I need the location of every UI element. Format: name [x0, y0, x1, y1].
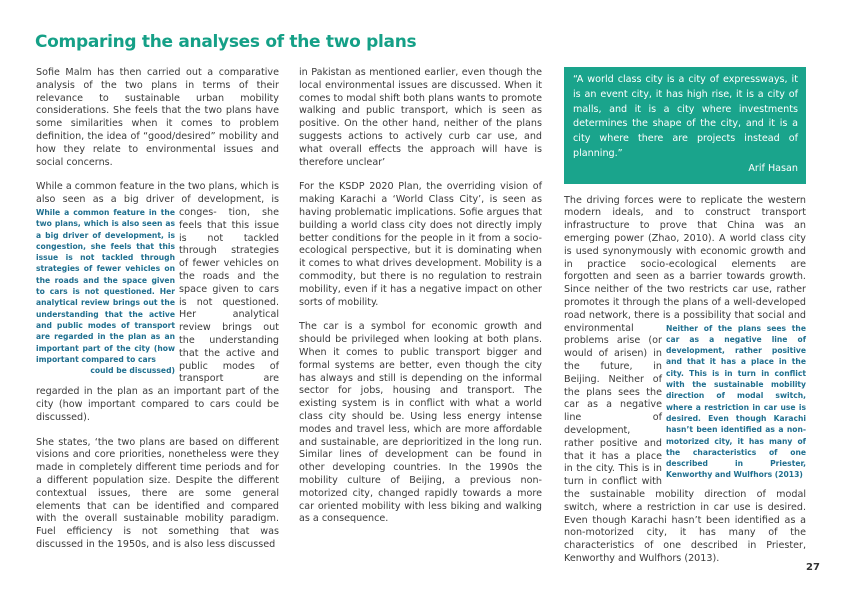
highlight-quote-box: [564, 67, 806, 184]
paragraph-rest: social and environmental problems arise (or would of arisen) in the future, in Beijing. Neither of the plans sees the car as a negative line of development, rather positive and that it has a place in the city. This is in turn in conflict with the sustainable mobility direction of modal switch, where a restriction in car use is desired. Even though Karachi hasn’t been identified as a non-motorized city, it has many of the characteristics of one described in Priester, Kenworthy and Wulfhors (2013).: [564, 309, 806, 564]
paragraph: Sofie Malm has then carried out a comparative analysis of the two plans in terms of their relevance to sustainable urban mobility considerations. She feels that the two plans have some similarities when it comes to problem definition, the idea of “good/desired” mobility and how they relate to environmental issues and social concerns.: [36, 67, 279, 168]
page-title: Comparing the analyses of the two plans: [35, 32, 417, 52]
pull-quote: [36, 207, 175, 376]
paragraph: She states, ‘the two plans are based on different visions and core priorities, nonetheless were they made in completely different time periods and for a different population size. Despite the different contextual issues, there are some general elements that can be identified and compared with the overall sustainable mobility paradigm. Fuel efficiency is not something that was discussed in the 1950s, and is also less discussed: [36, 436, 279, 550]
pull-quote-text: While a common feature in the two plans, which is also seen as a big driver of development, is congestion, she feels that this issue is not tackled through strategies of fewer vehicles on the roads and the space given to cars is not questioned. Her analytical review brings out the understanding that the active and public modes of transport are regarded in the plan as an important part of the city (how important compared to cars: [36, 207, 175, 364]
paragraph: The car is a symbol for economic growth and should be privileged when looking at both plans. When it comes to public transport bigger and formal systems are better, even though the city has always and still is depending on the informal sector for jobs, housing and transport. The existing system is in conflict with what a world class city should be. Using less energy intense modes and travel less, which are more affordable and sustainable, are deprioritized in the long run. Similar lines of development can be found in other developing countries. In the 1990s the mobility culture of Beijing, a previous non-motorized city, changed rapidly towards a more car oriented mobility with less biking and walking as a consequence.: [299, 321, 542, 525]
pull-quote: Neither of the plans sees the car as a negative line of development, rather positive and that it has a place in the city. This is in turn in conflict with the sustainable mobility direction of modal switch, where a restriction in car use is desired. Even though Karachi hasn’t been identified as a non-motorized city, it has many of the characteristics of one described in Priester, Kenworthy and Wulfhors (2013): [666, 323, 806, 480]
text-column-1: [36, 67, 279, 564]
paragraph: [564, 195, 806, 566]
paragraph-rest: tion, she feels that this issue is not tackled through strategies of fewer vehicles on the roads and the space given to cars is not questioned. Her analytical review brings out the understanding that the active and public modes of transport are regarded in the plan as an important part of the city (how important compared to cars could be discussed).: [36, 206, 279, 423]
text-column-3: [564, 67, 806, 578]
paragraph: in Pakistan as mentioned earlier, even though the local environmental issues are discussed. When it comes to modal shift both plans wants to promote walking and public transport, which is seen as positive. On the other hand, neither of the plans suggests actions to actively curb car use, and what overall effects the approach will have is therefore unclear’: [299, 67, 542, 168]
quote-text: “A world class city is a city of expressways, it is an event city, it has high rise, it is a city of malls, and it is a city where investments determines the shape of the city, and it is a city where there are projects instead of planning.”: [573, 74, 798, 159]
page-number: 27: [806, 562, 820, 573]
quote-author: Arif Hasan: [748, 162, 798, 174]
paragraph: For the KSDP 2020 Plan, the overriding vision of making Karachi a ‘World Class City’, is seen as having problematic implications. Sofie argues that building a world class city does not directly imply better conditions for the people in it from a socio-ecological perspective, but it is dominating when it comes to what drives development. Mobility is a commodity, but there is no regulation to restrain mobility, even if it has a negative impact on other sorts of mobility.: [299, 181, 542, 308]
text-column-2: [299, 67, 542, 538]
paragraph-lead: While a common feature in the two plans, which is also seen as a big driver of development, is conges-: [36, 181, 279, 218]
pull-quote-end: could be discussed): [90, 366, 175, 376]
paragraph: [36, 181, 279, 424]
paragraph-lead: The driving forces were to replicate the western modern ideals, and to construct transport infrastructure to prove that China was an emerging power (Zhao, 2010). A world class city is used synonymously with economic growth and in practice socio-ecological elements are forgotten and seen as a barrier towards growth. Since neither of the two restricts car use, rather promotes it through the plans of a well-developed road network, there is a possibility that: [564, 194, 806, 321]
